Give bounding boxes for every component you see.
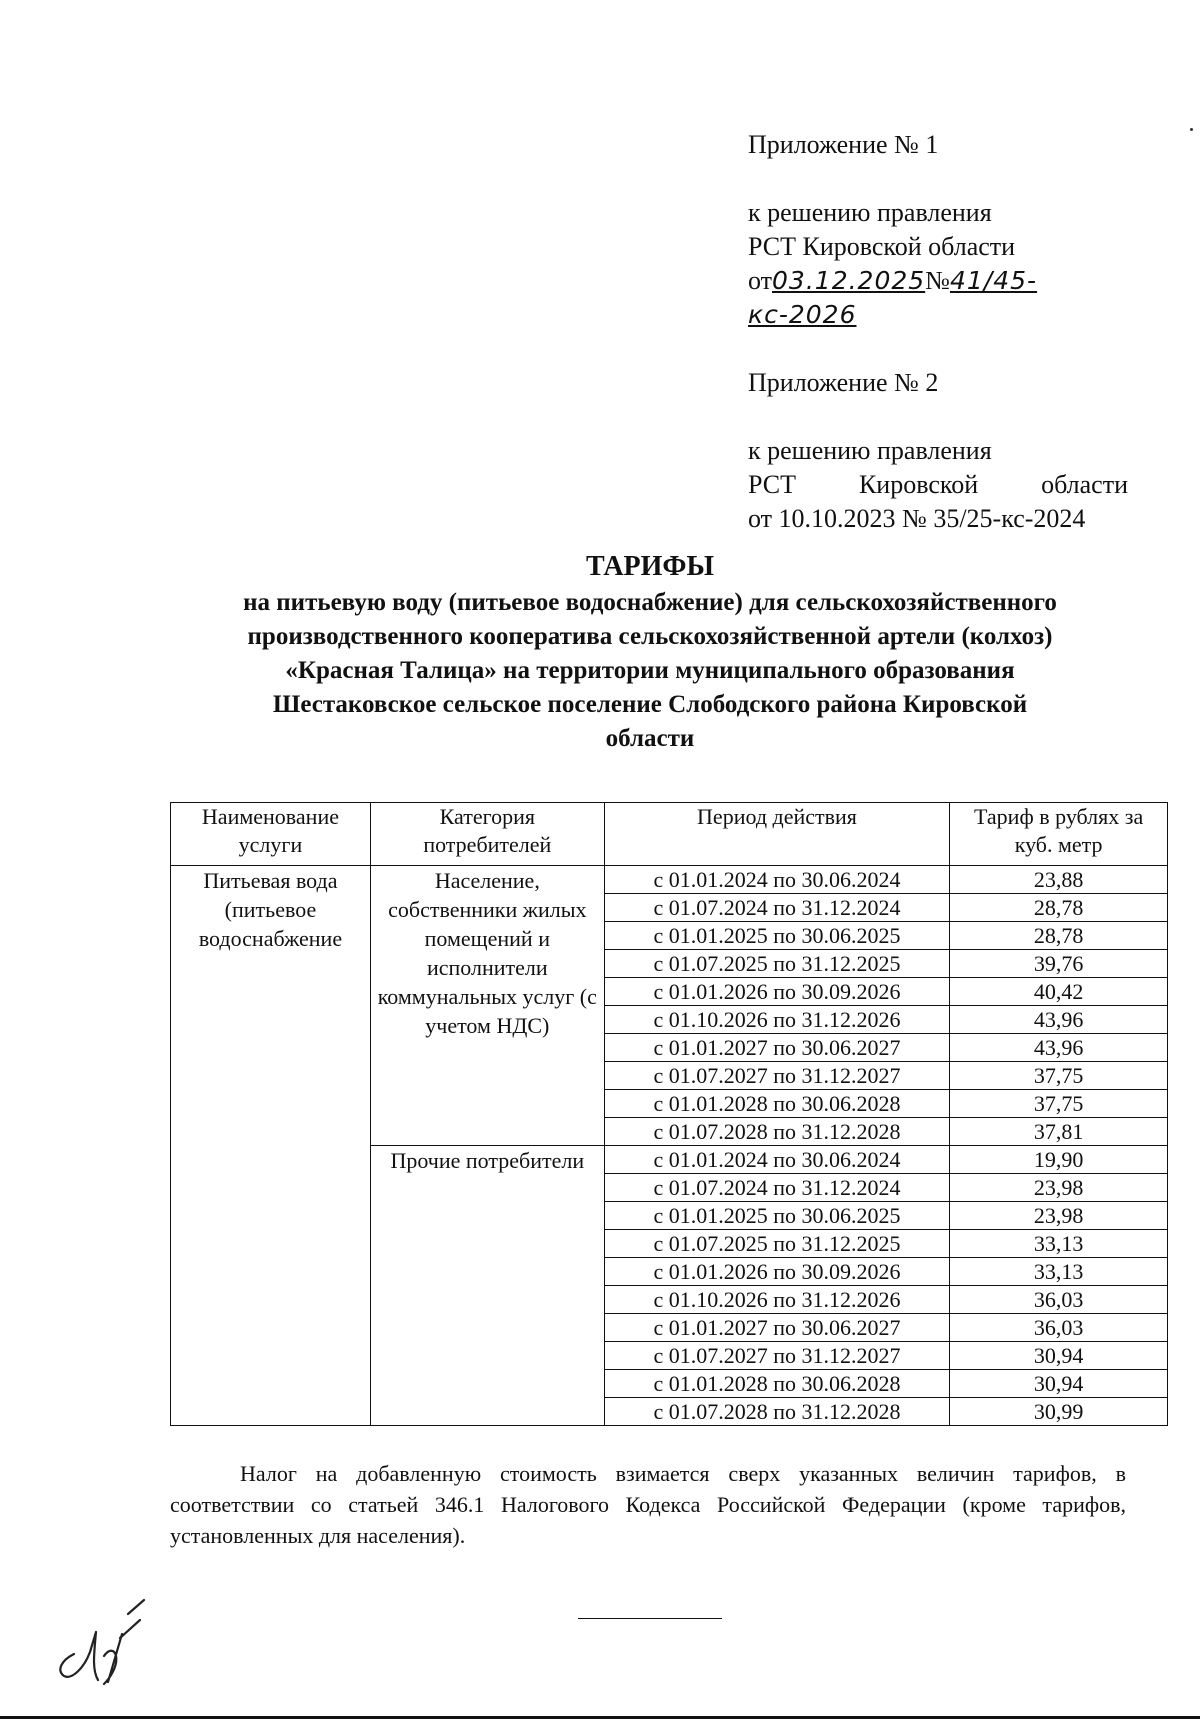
header-tariff: Тариф в рублях за куб. метр	[950, 803, 1168, 866]
period-cell: с 01.01.2026 по 30.09.2026	[604, 978, 950, 1006]
handwritten-number: 41/45-кс-2026	[748, 266, 1038, 329]
appendix-1-title: Приложение № 1	[748, 130, 939, 159]
appendix-2-line3: от 10.10.2023 № 35/25-кс-2024	[748, 504, 1086, 533]
vat-footnote-text: Налог на добавленную стоимость взимается сверх указанных величин тарифов, в соответствии со статьей 346.1 Налогового Кодекса Российской Федерации (кроме тарифов, установленных для населения).	[170, 1461, 1126, 1548]
tariff-cell: 23,98	[950, 1202, 1168, 1230]
tariff-cell: 30,94	[950, 1342, 1168, 1370]
heading-title: ТАРИФЫ	[586, 551, 714, 582]
table-body	[171, 866, 1168, 1426]
tariff-cell: 28,78	[950, 894, 1168, 922]
tariff-cell: 23,88	[950, 866, 1168, 894]
heading-line: «Красная Талица» на территории муниципального образования	[285, 657, 1015, 684]
period-cell: с 01.01.2027 по 30.06.2027	[604, 1314, 950, 1342]
tariff-cell: 40,42	[950, 978, 1168, 1006]
number-prefix: №	[925, 266, 950, 295]
period-cell: с 01.10.2026 по 31.12.2026	[604, 1286, 950, 1314]
appendix-2-line2-a: РСТ	[748, 470, 797, 499]
tariff-cell: 43,96	[950, 1034, 1168, 1062]
header-period: Период действия	[604, 803, 950, 866]
service-name-cell: Питьевая вода (питьевое водоснабжение	[171, 866, 371, 1426]
period-cell: с 01.07.2028 по 31.12.2028	[604, 1118, 950, 1146]
period-cell: с 01.07.2025 по 31.12.2025	[604, 950, 950, 978]
tariff-cell: 39,76	[950, 950, 1168, 978]
period-cell: с 01.01.2027 по 30.06.2027	[604, 1034, 950, 1062]
appendix-2-line2-b: Кировской	[858, 470, 979, 499]
heading-line: Шестаковское сельское поселение Слободского района Кировской	[272, 691, 1028, 718]
page-bottom-border	[0, 1716, 1200, 1719]
from-prefix: от	[748, 266, 773, 295]
tariff-cell: 43,96	[950, 1006, 1168, 1034]
tariff-cell: 36,03	[950, 1286, 1168, 1314]
tariff-cell: 23,98	[950, 1174, 1168, 1202]
heading-line: на питьевую воду (питьевое водоснабжение) для сельскохозяйственного	[243, 589, 1057, 616]
appendix-2-line1: к решению правления	[748, 436, 992, 465]
period-cell: с 01.01.2026 по 30.09.2026	[604, 1258, 950, 1286]
appendix-1-line2: РСТ Кировской области	[748, 232, 1016, 261]
period-cell: с 01.07.2027 по 31.12.2027	[604, 1062, 950, 1090]
heading-line: производственного кооператива сельскохозяйственной артели (колхоз)	[247, 623, 1053, 650]
appendix-1-line3	[748, 264, 1128, 332]
period-cell: с 01.01.2028 по 30.06.2028	[604, 1090, 950, 1118]
tariff-cell: 30,94	[950, 1370, 1168, 1398]
period-cell: с 01.07.2025 по 31.12.2025	[604, 1230, 950, 1258]
end-divider	[578, 1618, 722, 1619]
category-cell: Население, собственники жилых помещений и исполнители коммунальных услуг (с учетом НДС)	[370, 866, 604, 1146]
header-service: Наименование услуги	[171, 803, 371, 866]
tariff-cell: 33,13	[950, 1258, 1168, 1286]
period-cell: с 01.01.2024 по 30.06.2024	[604, 866, 950, 894]
appendix-2-title: Приложение № 2	[748, 368, 939, 397]
appendix-2-line2-c: области	[1041, 470, 1128, 499]
period-cell: с 01.07.2024 по 31.12.2024	[604, 894, 950, 922]
tariff-table	[170, 802, 1168, 1426]
tariff-cell: 28,78	[950, 922, 1168, 950]
tariff-cell: 30,99	[950, 1398, 1168, 1426]
period-cell: с 01.01.2028 по 30.06.2028	[604, 1370, 950, 1398]
tariff-cell: 37,75	[950, 1090, 1168, 1118]
category-cell: Прочие потребители	[370, 1146, 604, 1426]
tariff-cell: 37,81	[950, 1118, 1168, 1146]
period-cell: с 01.07.2028 по 31.12.2028	[604, 1398, 950, 1426]
period-cell: с 01.07.2024 по 31.12.2024	[604, 1174, 950, 1202]
document-heading	[150, 550, 1150, 756]
tariff-cell: 37,75	[950, 1062, 1168, 1090]
period-cell: с 01.01.2025 по 30.06.2025	[604, 1202, 950, 1230]
appendix-1-block	[748, 128, 1128, 536]
signature-mark	[44, 1594, 164, 1694]
tariff-cell: 19,90	[950, 1146, 1168, 1174]
table-header-row	[171, 803, 1168, 866]
vat-footnote	[170, 1458, 1126, 1551]
appendix-2-line2	[748, 468, 1128, 502]
period-cell: с 01.01.2025 по 30.06.2025	[604, 922, 950, 950]
handwritten-date: 03.12.2025	[772, 266, 926, 295]
appendix-1-line1: к решению правления	[748, 198, 992, 227]
period-cell: с 01.01.2024 по 30.06.2024	[604, 1146, 950, 1174]
header-category: Категория потребителей	[370, 803, 604, 866]
period-cell: с 01.10.2026 по 31.12.2026	[604, 1006, 950, 1034]
table-row	[171, 866, 1168, 894]
tariff-cell: 36,03	[950, 1314, 1168, 1342]
period-cell: с 01.07.2027 по 31.12.2027	[604, 1342, 950, 1370]
tariff-cell: 33,13	[950, 1230, 1168, 1258]
heading-line: области	[605, 725, 695, 752]
scan-speck	[1190, 128, 1193, 131]
